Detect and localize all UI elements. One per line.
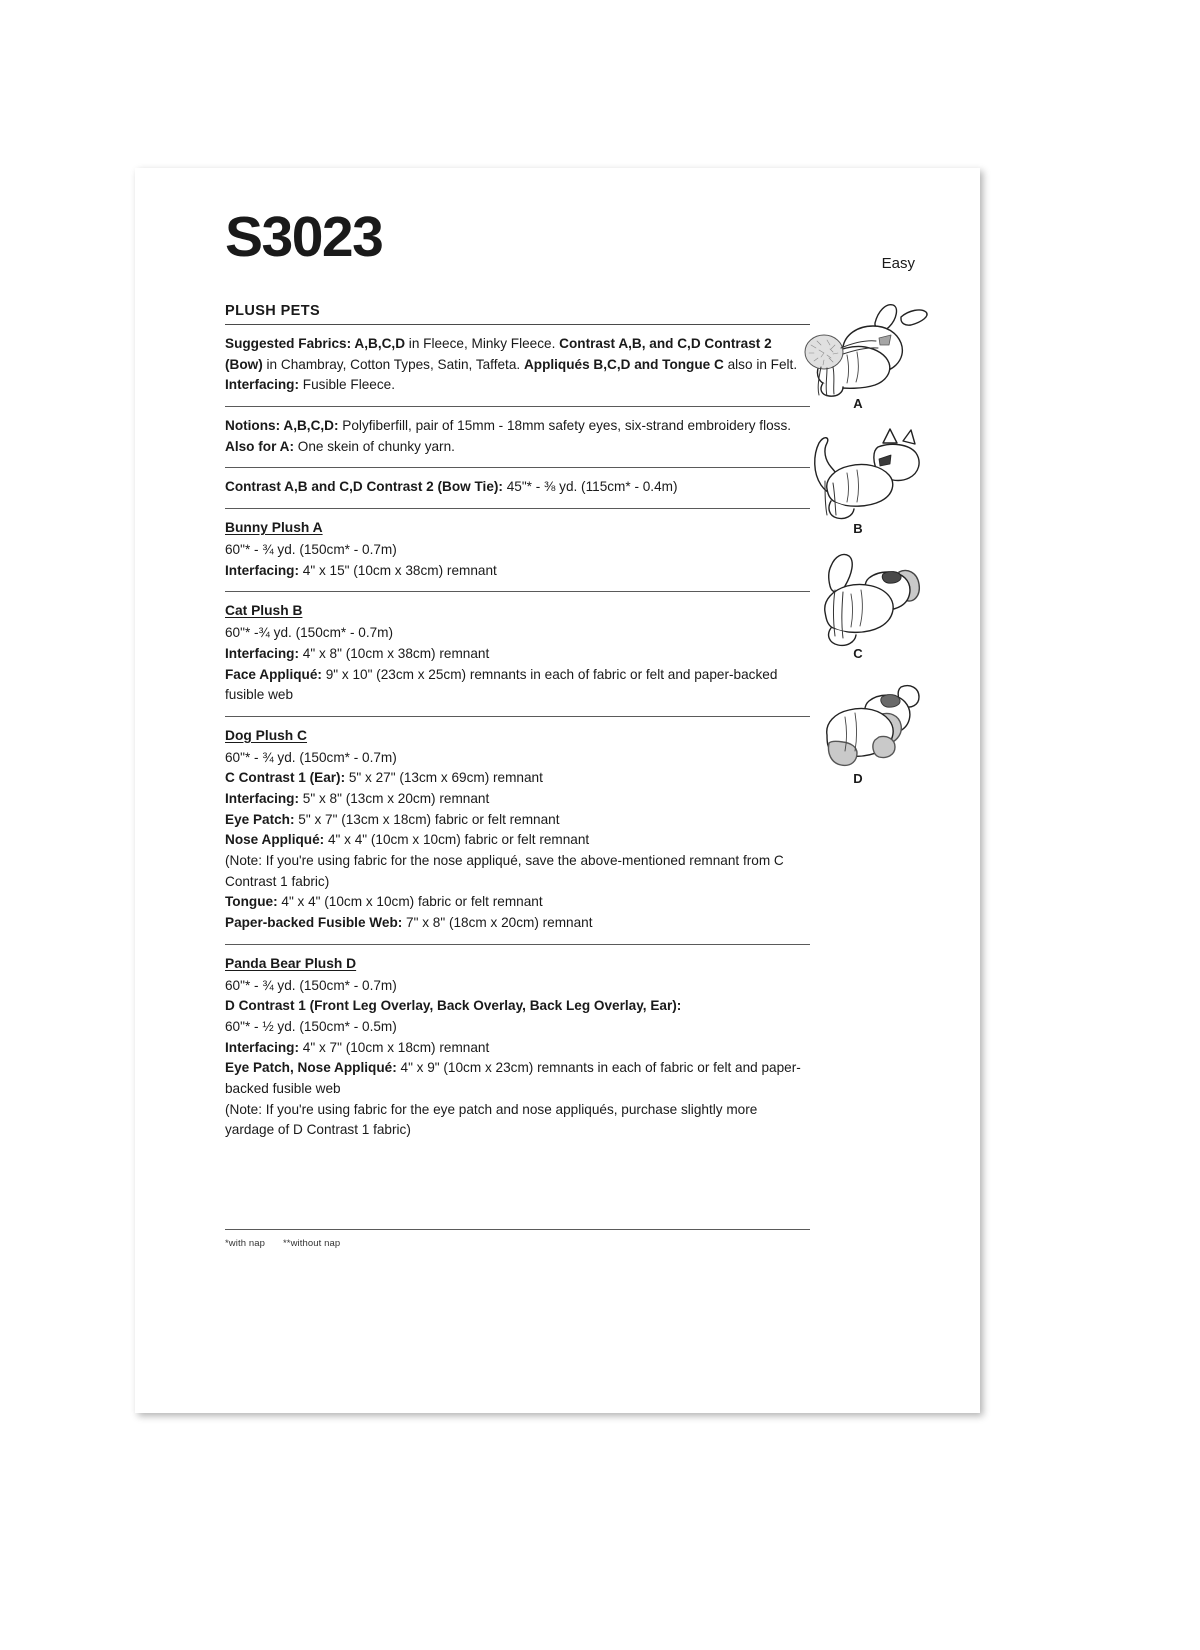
suggested-fabrics-label: Suggested Fabrics: A,B,C,D — [225, 336, 406, 351]
view-a-line-0-text: 60"* - ¾ yd. (150cm* - 0.7m) — [225, 541, 397, 557]
view-b-line-2-label: Face Appliqué: — [225, 666, 322, 682]
dog-plush-illustration — [783, 542, 933, 661]
view-c-line-4-text: 4" x 4" (10cm x 10cm) fabric or felt remnant — [324, 832, 590, 848]
view-d-line-4-label: Eye Patch, Nose Appliqué: — [225, 1060, 397, 1076]
view-title-c: Dog Plush C — [225, 727, 308, 743]
view-d-line-2-text: 60"* - ½ yd. (150cm* - 0.5m) — [225, 1018, 397, 1034]
contrast-bowtie-text: 45"* - ⅜ yd. (115cm* - 0.4m) — [502, 479, 678, 495]
view-c-line-7-label: Paper-backed Fusible Web: — [225, 915, 403, 931]
also-for-a-text: One skein of chunky yarn. — [293, 438, 455, 454]
interfacing-text: Fusible Fleece. — [299, 377, 395, 393]
view-d-line-5-text: (Note: If you're using fabric for the eye patch and nose appliqués, purchase slightly more yardage of D Contrast 1 fabric) — [225, 1101, 758, 1138]
bottom-spacer — [225, 1151, 810, 1229]
view-title-b: Cat Plush B — [225, 603, 303, 619]
view-a-line-1-text: 4" x 15" (10cm x 38cm) remnant — [299, 562, 497, 578]
bunny-plush-illustration — [783, 295, 933, 411]
illustration-label-d: D — [853, 771, 863, 786]
illustration-label-c: C — [853, 646, 863, 661]
view-c-line-3-label: Eye Patch: — [225, 811, 295, 827]
view-c-line-5-text: (Note: If you're using fabric for the nose appliqué, save the above-mentioned remnant from C Contrast 1 fabric) — [225, 853, 784, 889]
view-d-line-4-text: 4" x 9" (10cm x 23cm) remnants in each of fabric or felt and paper-backed fusible web — [225, 1060, 801, 1096]
appliques-text: also in Felt. — [723, 356, 798, 372]
footnote-with-nap: *with nap — [225, 1237, 265, 1249]
view-c-line-6-text: 4" x 4" (10cm x 10cm) fabric or felt remnant — [277, 894, 543, 910]
footnote-without-nap: **without nap — [282, 1237, 341, 1249]
contrast-text: in Chambray, Cotton Types, Satin, Taffeta. — [262, 356, 524, 372]
page-header — [225, 203, 915, 275]
view-c-line-0-text: 60"* - ¾ yd. (150cm* - 0.7m) — [225, 749, 397, 765]
view-c-line-3-text: 5" x 7" (13cm x 18cm) fabric or felt remnant — [294, 811, 560, 827]
view-c-line-6-label: Tongue: — [225, 894, 278, 910]
view-d-line-3-label: Interfacing: — [225, 1039, 300, 1055]
suggested-fabrics-block — [225, 325, 810, 406]
view-b-line-0-text: 60"* -¾ yd. (150cm* - 0.7m) — [225, 625, 394, 641]
illustration-column — [783, 295, 933, 792]
view-d-line-1-label: D Contrast 1 (Front Leg Overlay, Back Overlay, Back Leg Overlay, Ear): — [225, 998, 682, 1014]
view-c-line-7-text: 7" x 8" (18cm x 20cm) remnant — [402, 915, 593, 931]
page-title: PLUSH PETS — [225, 303, 321, 319]
notions-text: Polyfiberfill, pair of 15mm - 18mm safety eyes, six-strand embroidery floss. — [338, 417, 792, 433]
contrast-label: Contrast A,B, and C,D Contrast 2 (Bow) — [225, 336, 772, 372]
view-title-d: Panda Bear Plush D — [225, 955, 357, 971]
illustration-label-a: A — [853, 396, 863, 411]
contrast-bowtie-label: Contrast A,B and C,D Contrast 2 (Bow Tie): — [225, 479, 503, 495]
view-c-line-2-label: Interfacing: — [225, 791, 300, 807]
view-a-line-1-label: Interfacing: — [225, 562, 300, 578]
pattern-envelope-page — [135, 168, 980, 1413]
view-b-line-2-text: 9" x 10" (23cm x 25cm) remnants in each of fabric or felt and paper-backed fusible web — [225, 666, 778, 703]
view-c-line-1-label: C Contrast 1 (Ear): — [225, 770, 346, 786]
footnote-block — [225, 1230, 810, 1249]
view-block-a — [225, 509, 810, 591]
page-content — [225, 203, 915, 1383]
difficulty-label: Easy — [881, 255, 915, 272]
contrast-bowtie-block — [225, 468, 810, 508]
notions-label: Notions: A,B,C,D: — [225, 417, 339, 433]
also-for-a-label: Also for A: — [225, 438, 294, 454]
cat-plush-illustration — [783, 417, 933, 536]
view-block-b — [225, 592, 810, 716]
panda-plush-illustration — [783, 667, 933, 786]
view-b-line-1-label: Interfacing: — [225, 645, 300, 661]
suggested-fabrics-text-1: in Fleece, Minky Fleece. — [405, 336, 560, 351]
view-title-a: Bunny Plush A — [225, 519, 323, 535]
view-c-line-4-label: Nose Appliqué: — [225, 832, 325, 848]
view-c-line-1-text: 5" x 27" (13cm x 69cm) remnant — [345, 770, 543, 786]
view-block-c — [225, 717, 810, 944]
interfacing-label: Interfacing: — [225, 377, 300, 393]
pattern-number: S3023 — [225, 205, 383, 269]
view-b-line-1-text: 4" x 8" (10cm x 38cm) remnant — [299, 645, 490, 661]
view-c-line-2-text: 5" x 8" (13cm x 20cm) remnant — [299, 791, 490, 807]
view-d-line-3-text: 4" x 7" (10cm x 18cm) remnant — [299, 1039, 490, 1055]
appliques-label: Appliqués B,C,D and Tongue C — [523, 356, 724, 372]
specification-column — [225, 303, 810, 1249]
view-d-line-0-text: 60"* - ¾ yd. (150cm* - 0.7m) — [225, 977, 397, 993]
notions-block — [225, 407, 810, 467]
view-block-d — [225, 945, 810, 1151]
illustration-label-b: B — [853, 521, 863, 536]
